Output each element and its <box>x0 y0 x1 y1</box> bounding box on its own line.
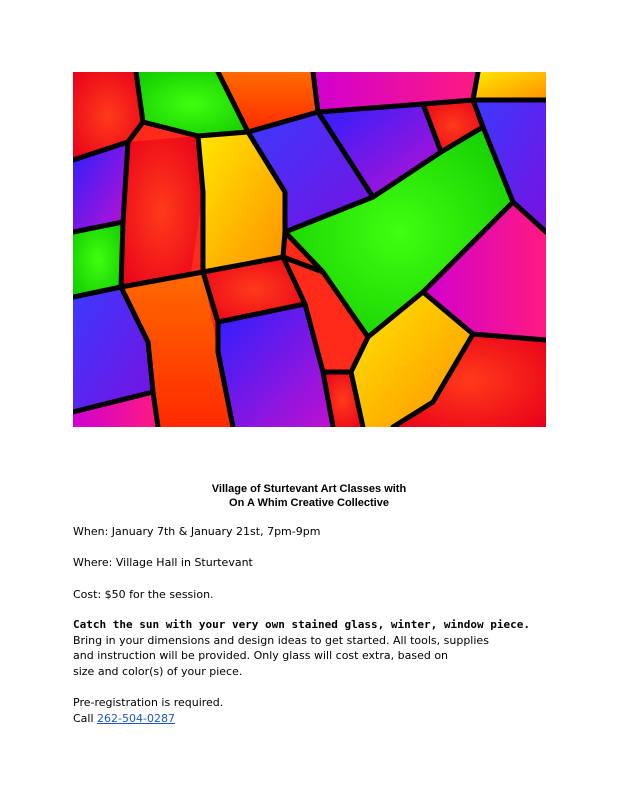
lead-sentence: Catch the sun with your very own stained glass, winter, window piece. <box>73 618 530 631</box>
cost-text <box>73 587 543 603</box>
registration-line: Pre-registration is required. <box>73 696 224 709</box>
call-line <box>73 711 543 727</box>
when-line: When: January 7th & January 21st, 7pm-9pm <box>73 525 321 538</box>
description <box>73 617 543 679</box>
where-text <box>73 555 543 571</box>
cost-line: Cost: $50 for the session. <box>73 588 214 601</box>
where-line: Where: Village Hall in Sturtevant <box>73 556 253 569</box>
phone-link[interactable]: 262-504-0287 <box>97 711 175 725</box>
title-line-1: Village of Sturtevant Art Classes with <box>211 483 407 495</box>
title-line-2: On A Whim Creative Collective <box>229 497 389 509</box>
desc-line: and instruction will be provided. Only glass will cost extra, based on <box>73 649 449 662</box>
stained-glass-image <box>73 72 546 427</box>
desc-line: Bring in your dimensions and design ideas to get started. All tools, supplies <box>73 633 489 647</box>
desc-line: size and color(s) of your piece. <box>73 664 243 678</box>
call-prefix: Call <box>73 711 94 725</box>
when-text <box>73 524 543 540</box>
flyer-title <box>0 482 618 510</box>
registration-block <box>73 695 543 726</box>
